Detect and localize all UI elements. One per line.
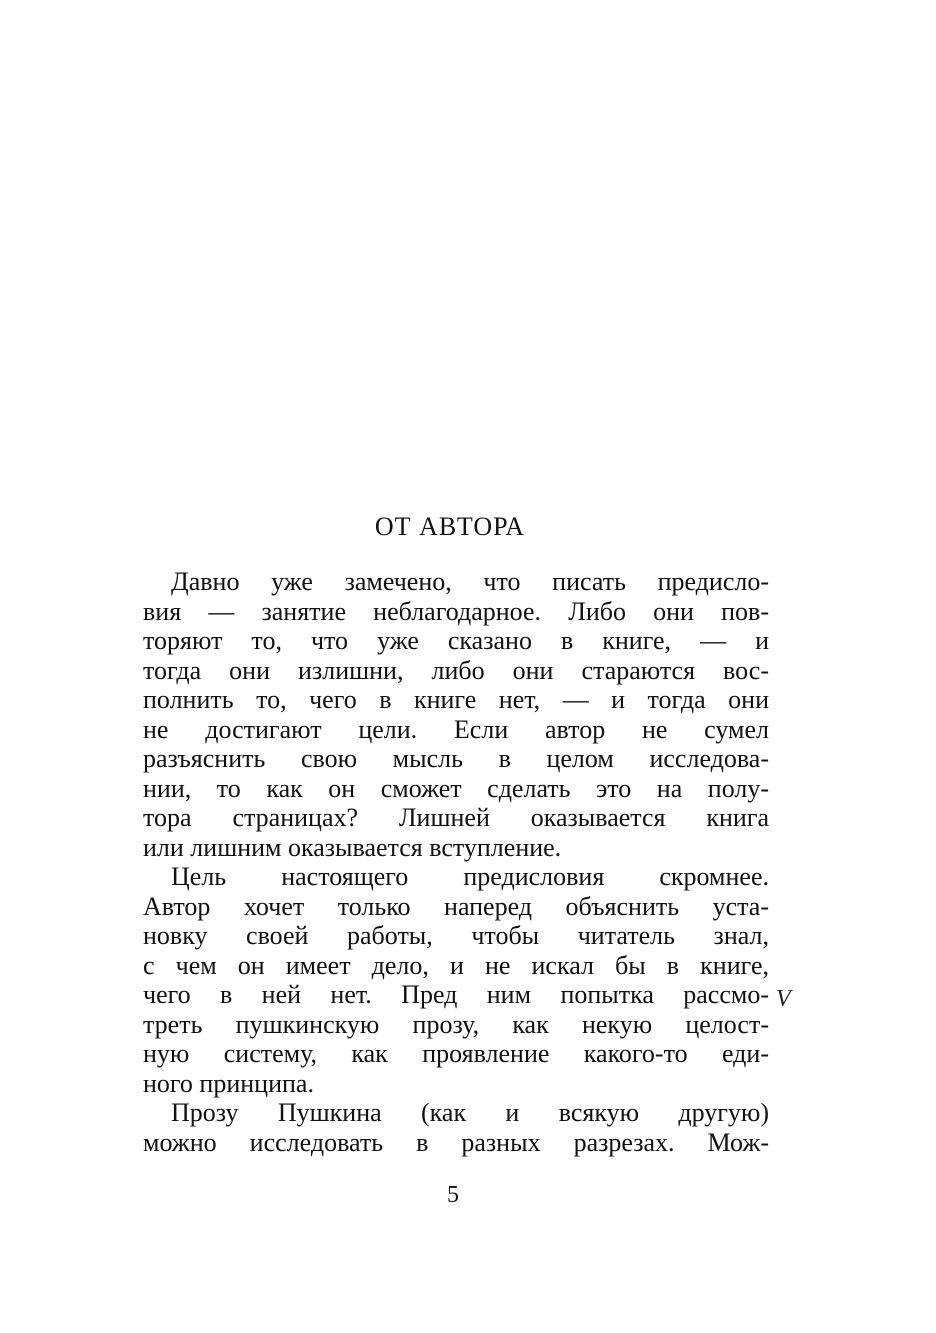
text-line: тора страницах? Лишней оказывается книга [143,803,769,832]
text-line: не достигают цели. Если автор не сумел [143,714,769,744]
paragraph-2 [143,862,769,1098]
text-line: треть пушкинскую прозу, как некую целост- [143,1009,769,1039]
text-line: Цель настоящего предисловия скромнее. [171,862,769,891]
paragraph-1 [143,567,769,862]
paragraph-3 [143,1098,769,1157]
page-number: 5 [447,1182,459,1208]
text-line: можно исследовать в разных разрезах. Мож- [143,1127,769,1157]
text-line: новку своей работы, чтобы читатель знал, [143,921,769,950]
text-line: с чем он имеет дело, и не искал бы в книге, [143,950,769,980]
text-line: разъяснить свою мысль в целом исследова- [143,744,769,773]
text-line: ную систему, как проявление какого-то еди- [143,1039,769,1068]
text-line: полнить то, чего в книге нет, — и тогда они [143,685,769,714]
text-line: Автор хочет только наперед объяснить уста- [143,891,769,921]
text-line: торяют то, что уже сказано в книге, — и [143,626,769,655]
text-line: тогда они излишни, либо они стараются вос- [143,655,769,685]
page-title: ОТ АВТОРА [374,512,526,541]
text-line: Давно уже замечено, что писать предисло- [171,567,769,596]
text-line: или лишним оказывается вступление. [143,832,562,862]
text-line: ного принципа. [143,1068,314,1098]
text-line: вия — занятие неблагодарное. Либо они пов- [143,596,769,626]
text-line: Прозу Пушкина (как и всякую другую) [171,1098,769,1127]
text-line: чего в ней нет. Пред ним попытка рассмо- [143,980,769,1009]
margin-check-mark: V [776,986,791,1012]
body-text [143,567,769,1157]
text-line: нии, то как он сможет сделать это на полу- [143,773,769,803]
